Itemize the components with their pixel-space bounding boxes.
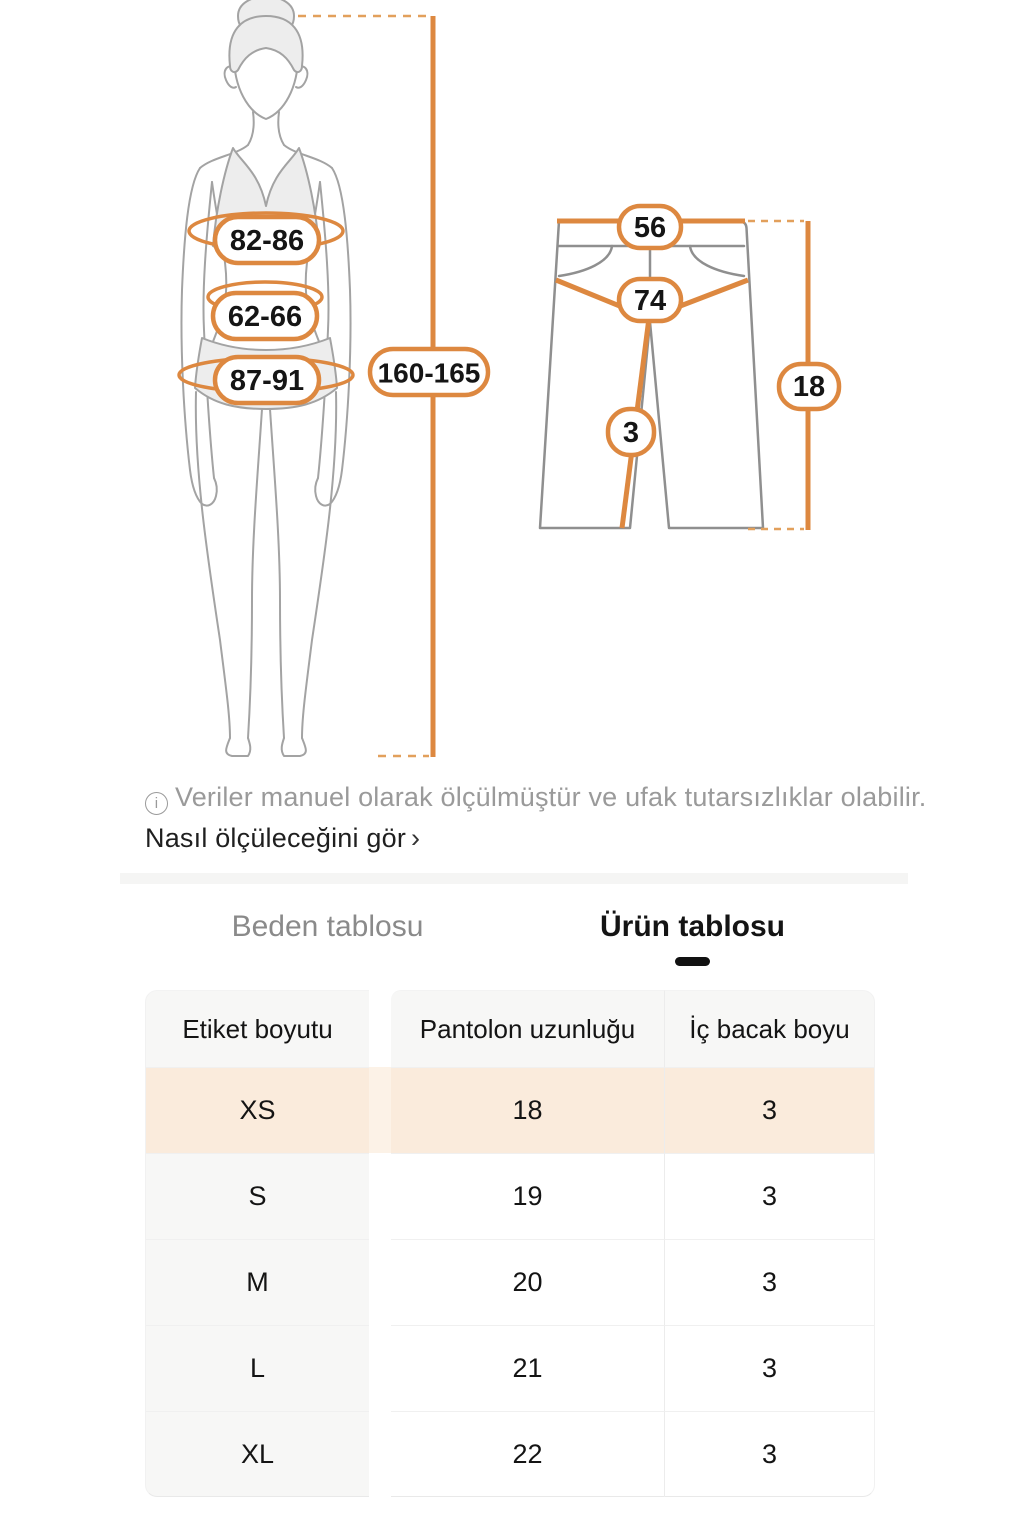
info-icon: i xyxy=(145,792,168,815)
inseam-cell: 3 xyxy=(664,1067,875,1153)
pant-length-cell: 20 xyxy=(391,1239,664,1325)
height-measurement: 160-165 xyxy=(377,357,481,389)
size-cell: XS xyxy=(145,1067,369,1153)
tab-product-chart[interactable] xyxy=(510,898,875,966)
bust-measurement: 82-86 xyxy=(229,225,305,257)
how-to-measure-link[interactable]: Nasıl ölçüleceğini gör xyxy=(145,823,407,853)
table-body xyxy=(145,1067,875,1497)
inseam-cell: 3 xyxy=(664,1411,875,1497)
column-gap xyxy=(369,1411,391,1497)
pant-length-cell: 19 xyxy=(391,1153,664,1239)
column-gap xyxy=(369,1067,391,1153)
column-gap xyxy=(369,990,391,1067)
pant-length-cell: 21 xyxy=(391,1325,664,1411)
inseam-cell: 3 xyxy=(664,1153,875,1239)
active-tab-indicator xyxy=(675,957,710,966)
size-cell: XL xyxy=(145,1411,369,1497)
table-row xyxy=(145,1325,875,1411)
measurement-note xyxy=(145,777,940,859)
header-pant-length: Pantolon uzunluğu xyxy=(391,990,664,1067)
product-inseam-measurement: 3 xyxy=(622,417,640,449)
section-divider xyxy=(120,873,908,884)
inseam-cell: 3 xyxy=(664,1325,875,1411)
pant-length-cell: 18 xyxy=(391,1067,664,1153)
product-hip-measurement: 74 xyxy=(633,285,667,317)
table-row xyxy=(145,1239,875,1325)
table-header-row xyxy=(145,990,875,1067)
inseam-cell: 3 xyxy=(664,1239,875,1325)
product-measurement-table xyxy=(145,990,875,1497)
size-cell: L xyxy=(145,1325,369,1411)
product-length-measurement: 18 xyxy=(792,371,826,403)
table-row xyxy=(145,1411,875,1497)
tab-size-chart[interactable] xyxy=(145,898,510,966)
column-gap xyxy=(369,1325,391,1411)
note-text: Veriler manuel olarak ölçülmüştür ve ufak tutarsızlıklar olabilir. xyxy=(175,782,927,812)
header-inseam: İç bacak boyu xyxy=(664,990,875,1067)
hip-measurement: 87-91 xyxy=(229,365,305,397)
table-row xyxy=(145,1153,875,1239)
product-figure xyxy=(540,221,763,528)
size-chart-tabs xyxy=(145,898,875,966)
pant-length-cell: 22 xyxy=(391,1411,664,1497)
header-label-size: Etiket boyutu xyxy=(145,990,369,1067)
table-row xyxy=(145,1067,875,1153)
tab-product-chart-label: Ürün tablosu xyxy=(600,910,785,943)
size-cell: M xyxy=(145,1239,369,1325)
chevron-right-icon: › xyxy=(411,823,421,853)
product-waist-measurement: 56 xyxy=(633,212,667,244)
size-cell: S xyxy=(145,1153,369,1239)
column-gap xyxy=(369,1153,391,1239)
waist-measurement: 62-66 xyxy=(227,301,303,333)
column-gap xyxy=(369,1239,391,1325)
tab-size-chart-label: Beden tablosu xyxy=(231,910,424,943)
